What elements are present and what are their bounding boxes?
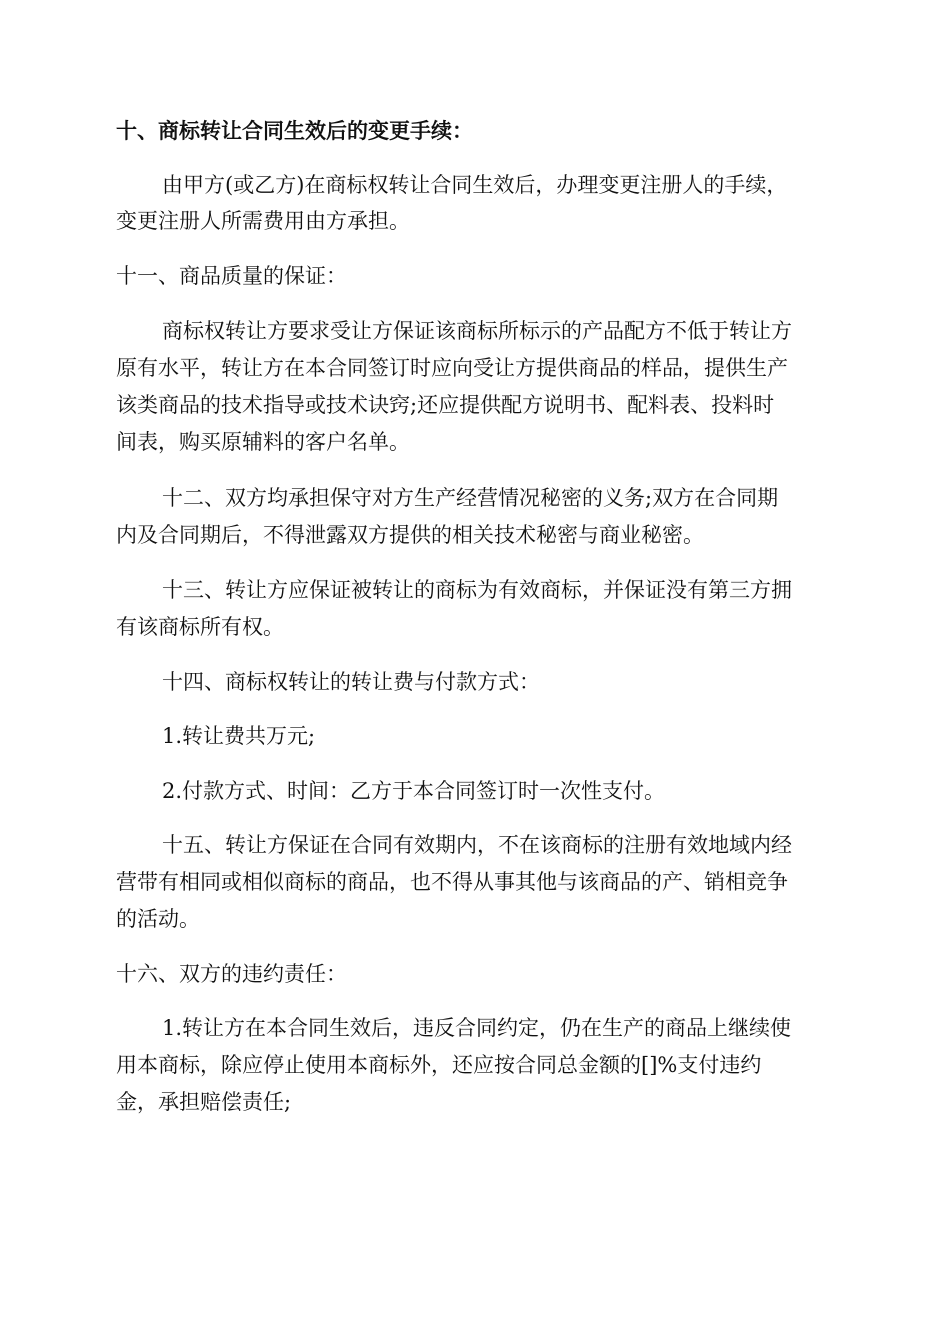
paragraph-line: 原有水平，转让方在本合同签订时应向受让方提供商品的样品，提供生产 <box>116 356 788 380</box>
paragraph-line: 变更注册人所需费用由方承担。 <box>116 209 410 233</box>
section-heading-10: 十、商标转让合同生效后的变更手续： <box>116 119 473 143</box>
list-item: 2.付款方式、时间：乙方于本合同签订时一次性支付。 <box>162 779 666 803</box>
paragraph-line: 十五、转让方保证在合同有效期内，不在该商标的注册有效地域内经 <box>162 833 792 857</box>
paragraph-line: 内及合同期后，不得泄露双方提供的相关技术秘密与商业秘密。 <box>116 523 704 547</box>
paragraph-line: 营带有相同或相似商标的商品，也不得从事其他与该商品的产、销相竞争 <box>116 870 788 894</box>
paragraph-line: 用本商标，除应停止使用本商标外，还应按合同总金额的[]%支付违约 <box>116 1053 762 1077</box>
paragraph-line: 由甲方(或乙方)在商标权转让合同生效后，办理变更注册人的手续， <box>162 173 788 197</box>
paragraph-line: 十三、转让方应保证被转让的商标为有效商标，并保证没有第三方拥 <box>162 578 792 602</box>
paragraph-line: 的活动。 <box>116 907 200 931</box>
paragraph-line: 该类商品的技术指导或技术诀窍;还应提供配方说明书、配料表、投料时 <box>116 393 775 417</box>
paragraph-line: 商标权转让方要求受让方保证该商标所标示的产品配方不低于转让方 <box>162 319 792 343</box>
paragraph-line: 间表，购买原辅料的客户名单。 <box>116 430 410 454</box>
paragraph-line: 十二、双方均承担保守对方生产经营情况秘密的义务;双方在合同期 <box>162 486 779 510</box>
list-item: 1.转让费共万元; <box>162 724 316 748</box>
paragraph-line: 十四、商标权转让的转让费与付款方式： <box>162 670 540 694</box>
section-heading-11: 十一、商品质量的保证： <box>116 264 347 288</box>
paragraph-line: 金，承担赔偿责任; <box>116 1090 292 1114</box>
paragraph-line: 有该商标所有权。 <box>116 615 284 639</box>
section-heading-16: 十六、双方的违约责任： <box>116 962 347 986</box>
paragraph-line: 1.转让方在本合同生效后，违反合同约定，仍在生产的商品上继续使 <box>162 1016 792 1040</box>
